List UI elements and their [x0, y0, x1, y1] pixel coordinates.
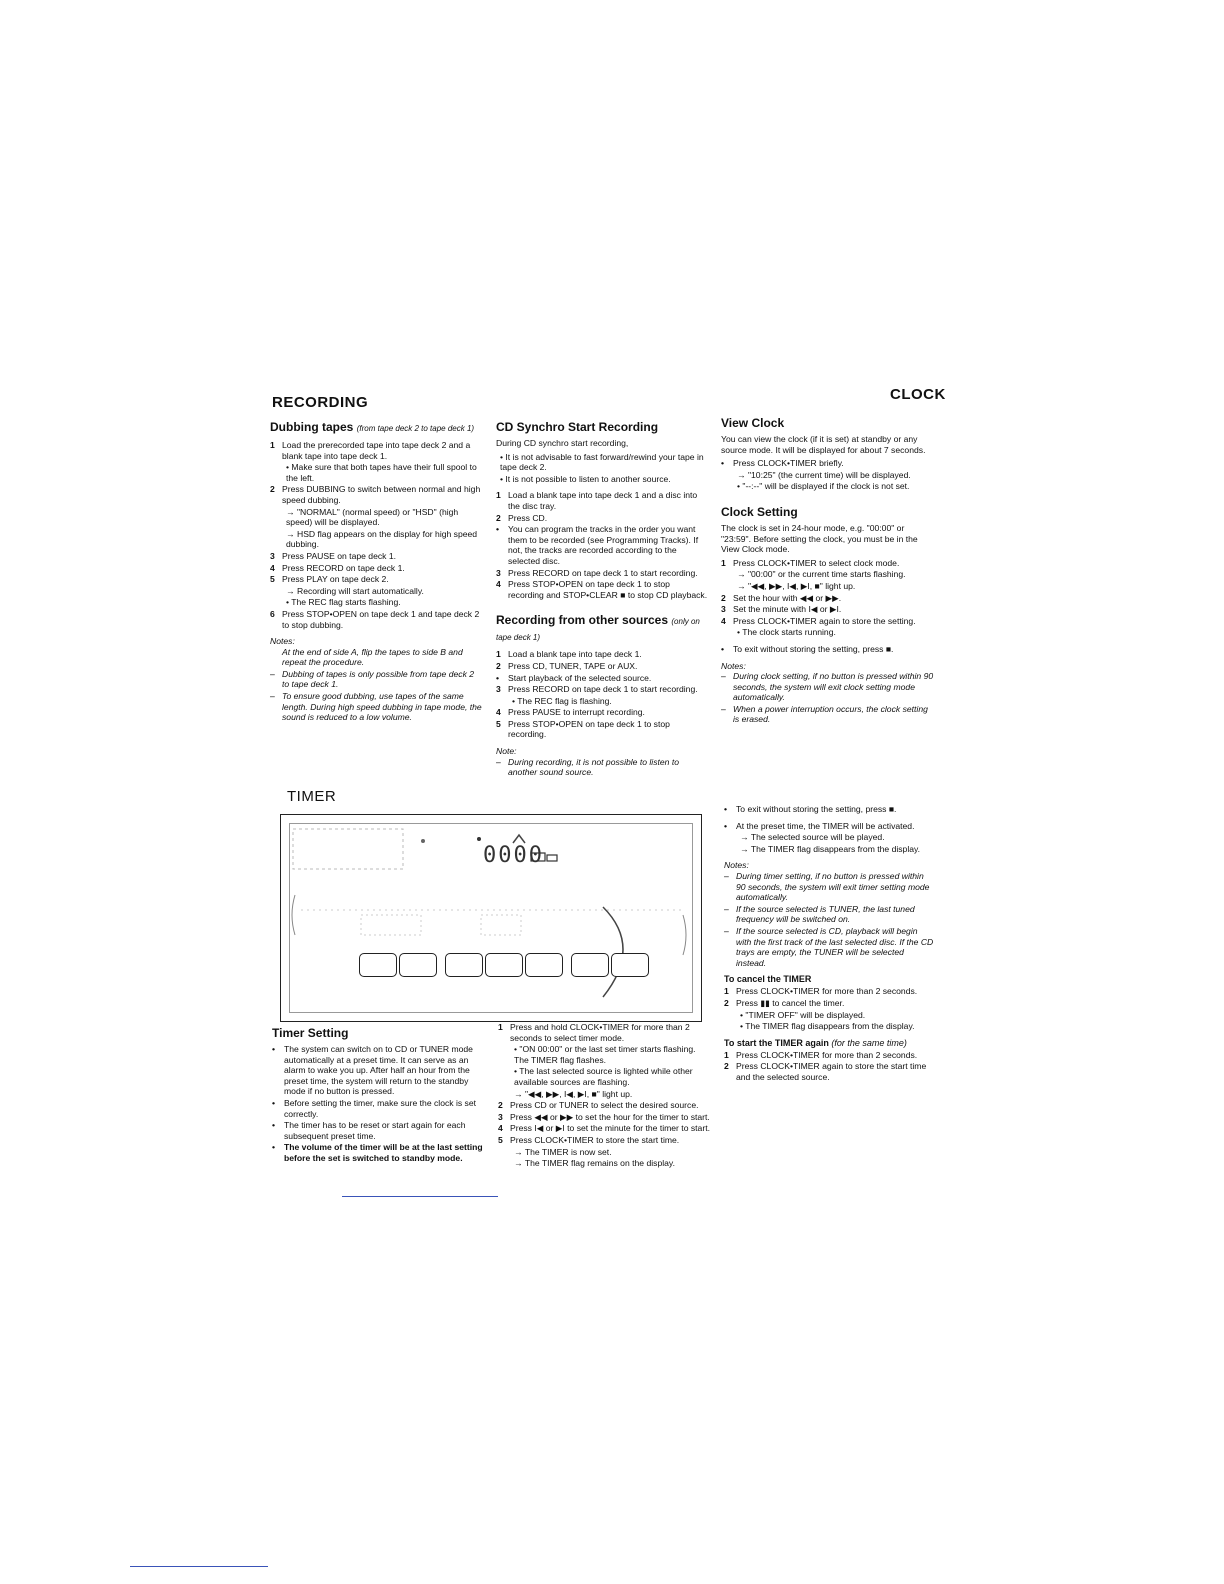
cd-step: Load a blank tape into tape deck 1 and a disc into the disc tray. [508, 490, 698, 511]
clock-header: CLOCK [890, 386, 946, 403]
cancel-step: • "TIMER OFF" will be displayed. [740, 1009, 866, 1020]
cd-synchro-title: CD Synchro Start Recording [496, 420, 659, 434]
bullet: • It is not advisable to fast forward/rewind your tape in tape deck 2. [500, 451, 704, 473]
clock-setting-step: → "◀◀, ▶▶, I◀, ▶I, ■" light up. [737, 580, 856, 591]
timer-header: TIMER [287, 788, 337, 805]
clock-step: → "10:25" (the current time) will be displayed. [737, 469, 911, 480]
note: During timer setting, if no button is pressed within 90 seconds, the system will exit timer setting mode automatically. [736, 870, 930, 903]
clock-setting-step: Press CLOCK•TIMER to select clock mode. [733, 557, 900, 568]
cancel-step: • The TIMER flag disappears from the display. [740, 1021, 915, 1032]
dubbing-step: Press PAUSE on tape deck 1. [282, 550, 397, 561]
clock-step: • "--:--" will be displayed if the clock is not set. [737, 481, 910, 492]
timer-step: → The TIMER flag remains on the display. [514, 1158, 675, 1169]
timer-setting-title: Timer Setting [272, 1026, 349, 1040]
dubbing-step: • The REC flag starts flashing. [286, 597, 401, 608]
bullet: • It is not possible to listen to another source. [500, 473, 671, 484]
timer-bullet-bold: The volume of the timer will be at the last setting before the set is switched to standby mode. [284, 1142, 483, 1163]
timer-step: • "ON 00:00" or the last set timer starts flashing. The TIMER flag flashes. [514, 1044, 696, 1065]
other-step: Load a blank tape into tape deck 1. [508, 649, 642, 660]
display-button [445, 953, 483, 977]
dubbing-step: → "NORMAL" (normal speed) or "HSD" (high speed) will be displayed. [286, 506, 459, 528]
start-timer-title: To start the TIMER again (for the same time) [724, 1037, 907, 1048]
clock-setting-title: Clock Setting [721, 504, 798, 519]
timer-right-step: → The selected source will be played. [740, 832, 885, 843]
link-underline[interactable] [342, 1196, 498, 1197]
note: During clock setting, if no button is pressed within 90 seconds, the system will exit clock setting mode automatically. [733, 671, 934, 703]
dubbing-step: Press STOP•OPEN on tape deck 1 and tape deck 2 to stop dubbing. [282, 608, 480, 630]
clock-setting-step: Set the minute with I◀ or ▶I. [733, 604, 842, 615]
view-clock-intro: You can view the clock (if it is set) at standby or any source mode. It will be displayed for about 7 seconds. [721, 434, 926, 455]
display-button [525, 953, 563, 977]
display-button [485, 953, 523, 977]
other-step: • The REC flag is flashing. [512, 695, 612, 706]
other-step: Press RECORD on tape deck 1 to start recording. [508, 684, 698, 695]
display-digits: 0000 [483, 843, 544, 868]
dubbing-step: Press PLAY on tape deck 2. [282, 574, 389, 585]
start-step: Press CLOCK•TIMER again to store the start time and the selected source. [736, 1061, 927, 1082]
clock-step: Press CLOCK•TIMER briefly. [733, 458, 844, 469]
other-sources-title: Recording from other sources (only on tape deck 1) [496, 613, 700, 643]
dubbing-step: Press DUBBING to switch between normal and high speed dubbing. [282, 484, 481, 505]
timer-right-step: At the preset time, the TIMER will be activated. [736, 820, 915, 831]
other-step: Press PAUSE to interrupt recording. [508, 707, 645, 718]
timer-step: • The last selected source is lighted while other available sources are flashing. [514, 1066, 693, 1087]
timer-step: → "◀◀, ▶▶, I◀, ▶I, ■" light up. [514, 1088, 633, 1099]
display-button [399, 953, 437, 977]
note: When a power interruption occurs, the clock setting is erased. [733, 703, 928, 725]
timer-step: Press and hold CLOCK•TIMER for more than 2 seconds to select timer mode. [510, 1022, 690, 1043]
display-button [611, 953, 649, 977]
clock-setting-step: Set the hour with ◀◀ or ▶▶. [733, 592, 842, 603]
note: If the source selected is CD, playback will begin with the first track of the last selected disc. If the CD trays are empty, the TUNER will be selected instead. [736, 925, 934, 968]
clock-setting-step: To exit without storing the setting, press ■. [733, 643, 894, 654]
note: At the end of side A, flip the tapes to side B and repeat the procedure. [282, 646, 463, 668]
cd-step: Press CD. [508, 512, 548, 523]
clock-setting-intro: The clock is set in 24-hour mode, e.g. "00:00" or "23:59". Before setting the clock, you must be in the View Clock mode. [721, 522, 918, 555]
timer-step: Press CLOCK•TIMER to store the start time. [510, 1134, 680, 1145]
display-button [359, 953, 397, 977]
timer-setting-section: Timer Setting • The system can switch on to CD or TUNER mode automatically at a preset time. It can serve as an alarm to wake you up. After half an hour from the preset time, the system will return to the standby mode if no button is pressed. • Before setting the timer, make sure the clock is set correctly. • The timer has to be reset or start again for each subsequent preset time. • The volume of the timer will be at the last setting before the set is switched to standby mode. [272, 1026, 483, 1163]
timer-bullet: The system can switch on to CD or TUNER mode automatically at a preset time. It can serve as an alarm to wake you up. After half an hour from the preset time, the system will return to the standby mode if no button is pressed. [284, 1044, 473, 1097]
timer-display-illustration [280, 814, 702, 1022]
clock-section: View Clock You can view the clock (if it is set) at standby or any source mode. It will be displayed for about 7 seconds. • Press CLOCK•TIMER briefly. → "10:25" (the current time) will be displayed. • "--:--" will be displayed if the clock is not set. Clock Setting The clock is set in 24-hour mode, e.g. "00:00" or "23:59". Before setting the clock, you must be in the View Clock mode. 1 Press CLOCK•TIMER to select clock mode. → "00:00" or the current time starts flashing. → "◀◀, ▶▶, I◀, ▶I, ■" light up. 2 Set the hour with ◀◀ or ▶▶. 3 Set the minute with I◀ or ▶I. 4 Press CLOCK•TIMER again to store the setting. • The clock starts running. • To exit without storing the setting, press ■. Notes: – During clock setting, if no button is pressed within 90 seconds, the system will exit clock setting mode automatically. – When a power interruption occurs, the clock setting is erased. [721, 416, 934, 725]
cd-step: Press RECORD on tape deck 1 to start recording. [508, 567, 698, 578]
cancel-timer-title: To cancel the TIMER [724, 974, 812, 985]
cancel-step: Press ▮▮ to cancel the timer. [736, 997, 845, 1008]
other-step: Start playback of the selected source. [508, 672, 652, 683]
link-underline[interactable] [130, 1566, 268, 1567]
cd-step: You can program the tracks in the order you want them to be recorded (see Programming Tracks). If not, the tracks are recorded according to the selected disc. [508, 524, 699, 566]
timer-notes-section: • To exit without storing the setting, press ■. • At the preset time, the TIMER will be activated. → The selected source will be played. → The TIMER flag disappears from the display. Notes: – During timer setting, if no button is pressed within 90 seconds, the system will exit timer setting mode automatically. – If the source selected is TUNER, the last tuned frequency will be switched on. – If the source selected is CD, playback will begin with the first track of the last selected disc. If the CD trays are empty, the TUNER will be selected instead. To cancel the TIMER 1 Press CLOCK•TIMER for more than 2 seconds. 2 Press ▮▮ to cancel the timer. • "TIMER OFF" will be displayed. • The TIMER flag disappears from the display. To start the TIMER again (for the same time) 1 Press CLOCK•TIMER for more than 2 seconds. 2 Press CLOCK•TIMER again to store the start time and the selected source. [724, 804, 934, 1082]
display-button-row [359, 953, 651, 977]
timer-bullet: The timer has to be reset or start again for each subsequent preset time. [284, 1120, 466, 1141]
dubbing-step: • Make sure that both tapes have their full spool to the left. [286, 462, 477, 483]
note: If the source selected is TUNER, the last tuned frequency will be switched on. [736, 903, 915, 925]
note: During recording, it is not possible to listen to another sound source. [508, 756, 680, 778]
cd-synchro-intro: During CD synchro start recording, [496, 438, 629, 448]
dubbing-step: → Recording will start automatically. [286, 585, 424, 596]
note: To ensure good dubbing, use tapes of the same length. During high speed dubbing in tape mode, the sound is reduced to a low volume. [282, 691, 482, 723]
timer-step: Press I◀ or ▶I to set the minute for the timer to start. [510, 1123, 710, 1134]
dubbing-section: Dubbing tapes (from tape deck 2 to tape deck 1) 1 Load the prerecorded tape into tape deck 2 and a blank tape into tape deck 1. • Make sure that both tapes have their full spool to the left. 2 Press DUBBING to switch between normal and high speed dubbing. → "NORMAL" (normal speed) or "HSD" (high speed) will be displayed. → HSD flag appears on the display for high speed dubbing. 3 Press PAUSE on tape deck 1. 4 Press RECORD on tape deck 1. 5 Press PLAY on tape deck 2. → Recording will start automatically. • The REC flag starts flashing. 6 Press STOP•OPEN on tape deck 1 and tape deck 2 to stop dubbing. Notes: At the end of side A, flip the tapes to side B and repeat the procedure. – Dubbing of tapes is only possible from tape deck 2 to tape deck 1. – To ensure good dubbing, use tapes of the same length. During high speed dubbing in tape mode, the sound is reduced to a low volume. [270, 420, 482, 723]
clock-setting-step: → "00:00" or the current time starts flashing. [737, 569, 906, 580]
timer-bullet: Before setting the timer, make sure the clock is set correctly. [284, 1097, 477, 1119]
cd-synchro-section: CD Synchro Start Recording During CD synchro start recording, • It is not advisable to fast forward/rewind your tape in tape deck 2. • It is not possible to listen to another source. 1 Load a blank tape into tape deck 1 and a disc into the disc tray. 2 Press CD. • You can program the tracks in the order you want them to be recorded (see Programming Tracks). If not, the tracks are recorded according to the selected disc. 3 Press RECORD on tape deck 1 to start recording. 4 Press STOP•OPEN on tape deck 1 to stop recording and STOP•CLEAR ■ to stop CD playback. Recording from other sources (only on tape deck 1) 1 Load a blank tape into tape deck 1. 2 Press CD, TUNER, TAPE or AUX. • Start playback of the selected source. 3 Press RECORD on tape deck 1 to start recording. • The REC flag is flashing. 4 Press PAUSE to interrupt recording. 5 Press STOP•OPEN on tape deck 1 to stop recording. Note: – During recording, it is not possible to listen to another sound source. [496, 420, 708, 778]
timer-right-step: → The TIMER flag disappears from the display. [740, 843, 921, 854]
note-label: Note: [496, 746, 517, 757]
display-button [571, 953, 609, 977]
notes-label: Notes: [270, 636, 295, 647]
recording-header: RECORDING [272, 394, 369, 411]
cancel-step: Press CLOCK•TIMER for more than 2 seconds. [736, 986, 918, 997]
notes-label: Notes: [721, 660, 746, 671]
dubbing-step: Load the prerecorded tape into tape deck 2 and a blank tape into tape deck 1. [282, 440, 471, 461]
timer-right-step: To exit without storing the setting, press ■. [736, 804, 897, 814]
cd-step: Press STOP•OPEN on tape deck 1 to stop recording and STOP•CLEAR ■ to stop CD playback. [508, 579, 708, 600]
notes-label: Notes: [724, 860, 749, 871]
timer-steps-section: 1 Press and hold CLOCK•TIMER for more than 2 seconds to select timer mode. • "ON 00:00" or the last set timer starts flashing. The TIMER flag flashes. • The last selected source is lighted while other available sources are flashing. → "◀◀, ▶▶, I◀, ▶I, ■" light up. 2 Press CD or TUNER to select the desired source. 3 Press ◀◀ or ▶▶ to set the hour for the timer to start. 4 Press I◀ or ▶I to set the minute for the timer to start. 5 Press CLOCK•TIMER to store the start time. → The TIMER is now set. → The TIMER flag remains on the display. [498, 1022, 712, 1170]
view-clock-title: View Clock [721, 416, 785, 430]
timer-step: Press CD or TUNER to select the desired source. [510, 1100, 699, 1111]
dubbing-title: Dubbing tapes (from tape deck 2 to tape deck 1) [270, 420, 475, 434]
dubbing-step: → HSD flag appears on the display for high speed dubbing. [286, 528, 478, 550]
dubbing-step: Press RECORD on tape deck 1. [282, 562, 405, 573]
start-step: Press CLOCK•TIMER for more than 2 seconds. [736, 1049, 918, 1060]
clock-setting-step: • The clock starts running. [737, 627, 836, 638]
clock-setting-step: Press CLOCK•TIMER again to store the setting. [733, 615, 916, 626]
timer-step: Press ◀◀ or ▶▶ to set the hour for the timer to start. [510, 1111, 710, 1122]
note: Dubbing of tapes is only possible from tape deck 2 to tape deck 1. [282, 668, 475, 690]
other-step: Press STOP•OPEN on tape deck 1 to stop recording. [508, 718, 670, 740]
timer-step: → The TIMER is now set. [514, 1146, 612, 1157]
other-step: Press CD, TUNER, TAPE or AUX. [508, 660, 638, 671]
